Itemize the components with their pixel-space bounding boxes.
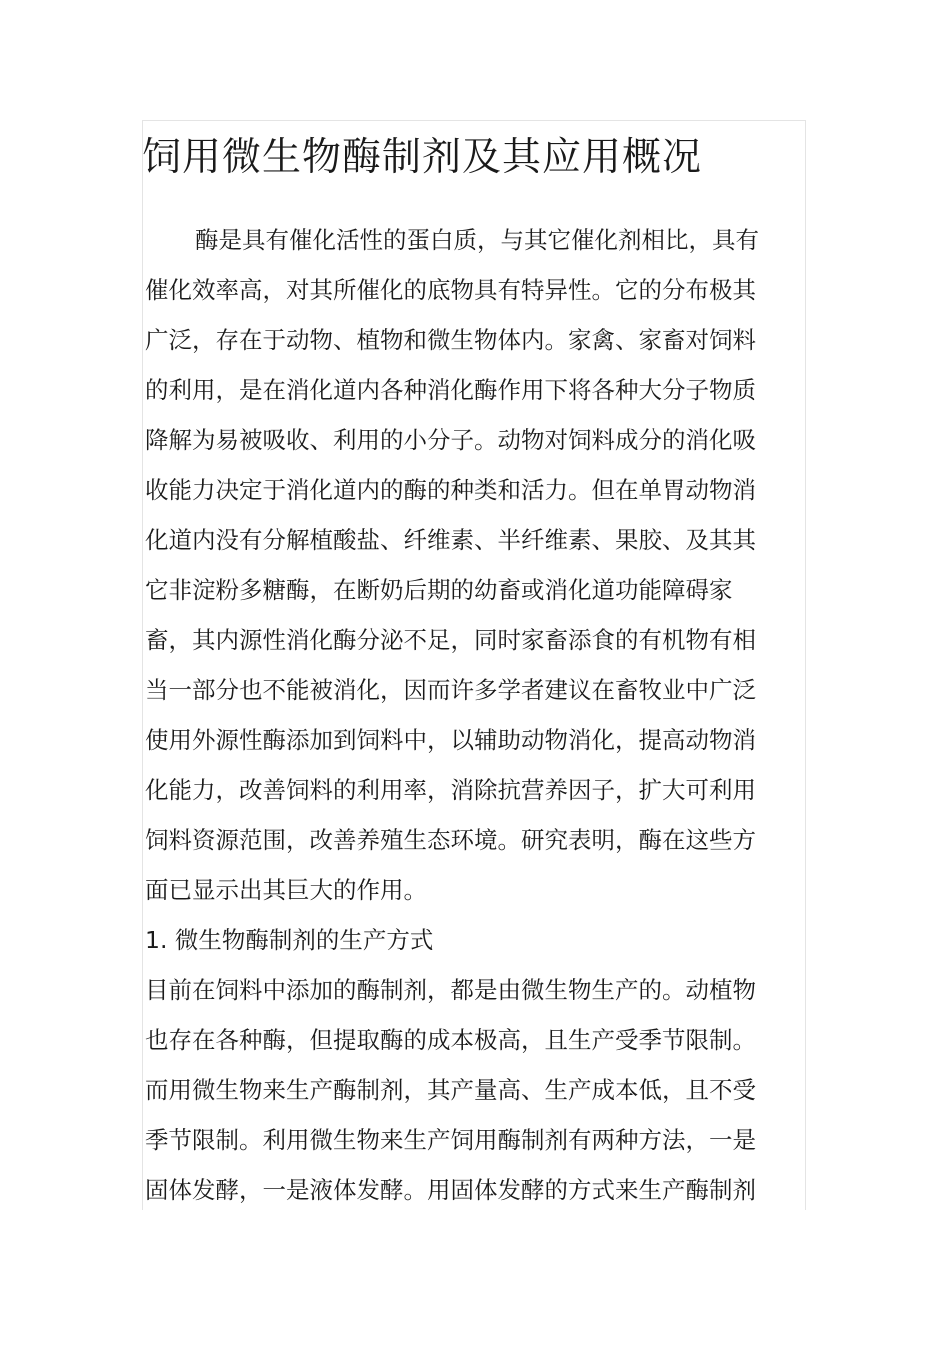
section-heading: 1. 微生物酶制剂的生产方式 <box>145 926 434 954</box>
paragraph-line: 降解为易被吸收、利用的小分子。动物对饲料成分的消化吸 <box>145 426 756 454</box>
document-body <box>145 215 759 1215</box>
paragraph-line: 使用外源性酶添加到饲料中，以辅助动物消化，提高动物消 <box>145 726 756 754</box>
paragraph-line: 当一部分也不能被消化，因而许多学者建议在畜牧业中广泛 <box>145 676 756 704</box>
paragraph-line: 目前在饲料中添加的酶制剂，都是由微生物生产的。动植物 <box>145 976 756 1004</box>
paragraph-line: 而用微生物来生产酶制剂，其产量高、生产成本低，且不受 <box>145 1076 756 1104</box>
paragraph-line: 化能力，改善饲料的利用率，消除抗营养因子，扩大可利用 <box>145 776 756 804</box>
paragraph-line: 它非淀粉多糖酶，在断奶后期的幼畜或消化道功能障碍家 <box>145 576 733 604</box>
paragraph-line: 收能力决定于消化道内的酶的种类和活力。但在单胃动物消 <box>145 476 756 504</box>
paragraph-line: 酶是具有催化活性的蛋白质，与其它催化剂相比，具有 <box>195 226 759 254</box>
paragraph-line: 化道内没有分解植酸盐、纤维素、半纤维素、果胶、及其其 <box>145 526 756 554</box>
paragraph-line: 催化效率高，对其所催化的底物具有特异性。它的分布极其 <box>145 276 756 304</box>
paragraph-line: 广泛，存在于动物、植物和微生物体内。家禽、家畜对饲料 <box>145 326 756 354</box>
paragraph-line: 也存在各种酶，但提取酶的成本极高，且生产受季节限制。 <box>145 1026 756 1054</box>
paragraph-line: 面已显示出其巨大的作用。 <box>145 876 427 904</box>
paragraph-line: 固体发酵，一是液体发酵。用固体发酵的方式来生产酶制剂 <box>145 1176 756 1204</box>
paragraph-line: 的利用，是在消化道内各种消化酶作用下将各种大分子物质 <box>145 376 756 404</box>
document-title: 饲用微生物酶制剂及其应用概况 <box>142 135 703 180</box>
paragraph-line: 饲料资源范围，改善养殖生态环境。研究表明，酶在这些方 <box>145 826 756 854</box>
paragraph-line: 畜，其内源性消化酶分泌不足，同时家畜添食的有机物有相 <box>145 626 756 654</box>
paragraph-line: 季节限制。利用微生物来生产饲用酶制剂有两种方法，一是 <box>145 1126 756 1154</box>
